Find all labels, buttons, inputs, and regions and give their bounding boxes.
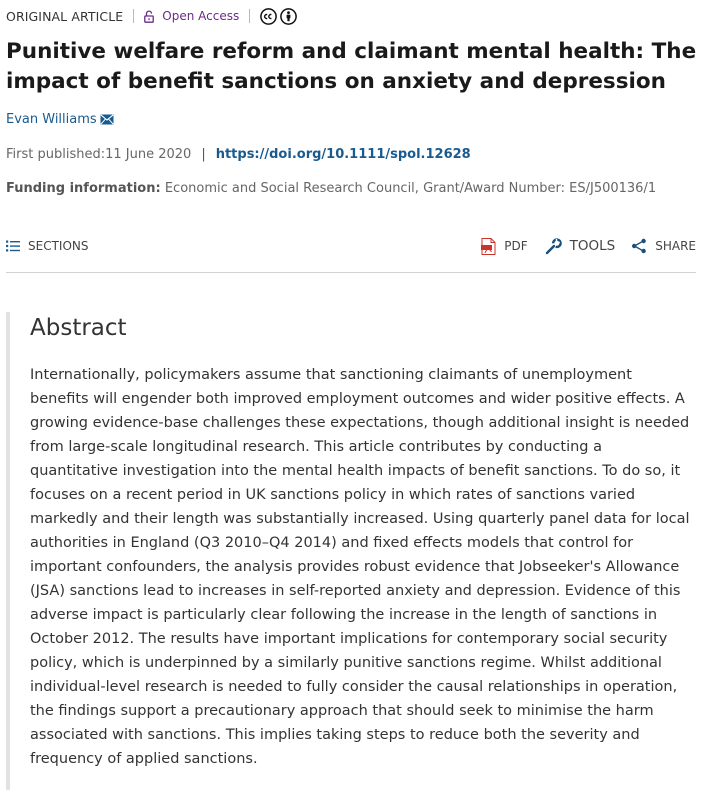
license-icons[interactable] — [260, 8, 297, 25]
share-label: SHARE — [655, 239, 696, 253]
funding-label: Funding information: — [6, 181, 161, 196]
pdf-label: PDF — [504, 239, 528, 253]
share-button[interactable] — [631, 238, 696, 254]
divider — [6, 272, 696, 273]
funding-info — [6, 181, 656, 196]
share-icon — [631, 238, 647, 254]
sections-button[interactable] — [6, 239, 89, 253]
open-access-label: Open Access — [162, 9, 240, 23]
divider — [133, 9, 134, 23]
envelope-icon[interactable] — [100, 114, 114, 125]
pdf-icon — [481, 238, 496, 255]
divider — [249, 9, 250, 23]
wrench-icon — [544, 237, 562, 255]
funding-text: Economic and Social Research Council, Grant/Award Number: ES/J500136/1 — [164, 181, 657, 196]
open-access-badge[interactable] — [144, 9, 239, 23]
abstract-section — [6, 312, 696, 790]
page-title: Punitive welfare reform and claimant mental health: The impact of benefit sanctions on anxiety and depression — [6, 39, 697, 94]
abstract-text: Internationally, policymakers assume that sanctioning claimants of unemployment benefits will engender both improved employment outcomes and wider positive effects. A growing evidence-base challenges these expectations, though additional insight is needed from large-scale longitudinal research. This article contributes by conducting a quantitative investigation into the mental health impacts of benefit sanctions. To do so, it focuses on a recent period in UK sanctions policy in which rates of sanctions varied markedly and their length was substantially increased. Using quarterly panel data for local authorities in England (Q3 2010–Q4 2014) and fixed effects models that control for important confounders, the analysis provides robust evidence that Jobseeker's Allowance (JSA) sanctions lead to increases in self-reported anxiety and depression. Evidence of this adverse impact is particularly clear following the increase in the length of sanctions in October 2012. The results have important implications for contemporary social security policy, which is underpinned by a similarly punitive sanctions regime. Whilst additional individual-level research is needed to fully consider the causal relationships in operation, the findings support a precautionary approach that should seek to minimise the harm associated with sanctions. This implies taking steps to reduce both the severity and frequency of applied sanctions. — [30, 367, 690, 767]
separator: | — [201, 147, 206, 162]
doi-link[interactable]: https://doi.org/10.1111/spol.12628 — [215, 147, 471, 162]
tools-label: TOOLS — [569, 238, 616, 254]
by-icon — [280, 8, 297, 25]
article-toolbar — [6, 233, 696, 259]
article-type: ORIGINAL ARTICLE — [6, 8, 124, 24]
author-name[interactable]: Evan Williams — [6, 112, 97, 127]
first-published-label: First published: — [6, 147, 106, 162]
article-meta-bar — [6, 6, 297, 26]
abstract-heading: Abstract — [30, 315, 127, 341]
tools-button[interactable] — [544, 237, 616, 255]
sections-label: SECTIONS — [28, 239, 89, 253]
first-published-date: 11 June 2020 — [105, 147, 192, 162]
pdf-button[interactable] — [481, 238, 527, 255]
open-lock-icon — [144, 10, 154, 23]
publication-info — [6, 147, 471, 162]
cc-icon — [260, 8, 277, 25]
author[interactable] — [6, 112, 114, 127]
list-icon — [6, 240, 20, 252]
